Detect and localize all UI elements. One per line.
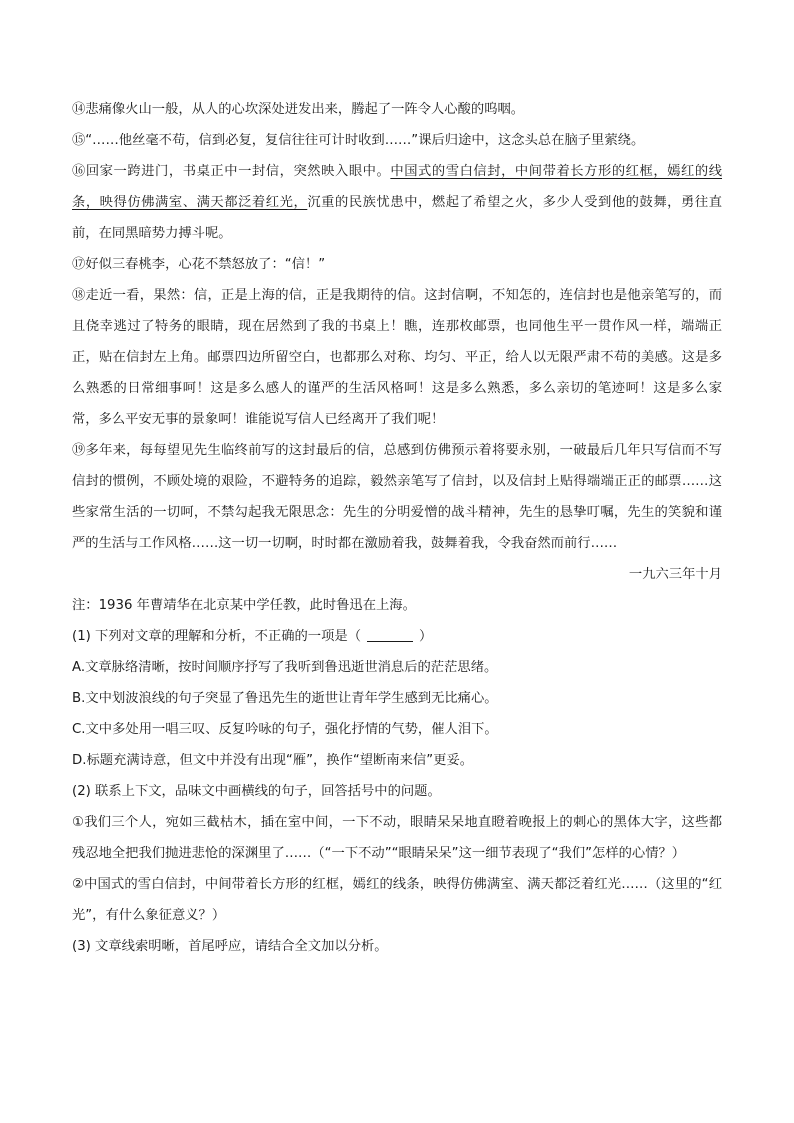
question-1-stem — [72, 621, 722, 652]
question-2-item-1: ①我们三个人，宛如三截枯木，插在室中间，一下不动，眼睛呆呆地直瞪着晚报上的刺心的黑体大字，这些都残忍地全把我们抛进悲怆的深渊里了……（“一下不动”“眼睛呆呆”这一细节表现了“我们”怎样的心情？） — [72, 815, 722, 861]
document-page — [72, 94, 722, 962]
question-2-item-2: ②中国式的雪白信封，中间带着长方形的红框，嫣红的线条，映得仿佛满室、满天都泛着红光……（这里的“红光”，有什么象征意义？） — [72, 877, 722, 923]
paragraph-17 — [72, 249, 722, 280]
footnote: 注：1936 年曹靖华在北京某中学任教，此时鲁迅在上海。 — [72, 598, 416, 613]
paragraph-text: 沉重的民族忧患中，燃起了希望之火，多少人受到他的鼓舞，勇往直前，在同黑暗势力搏斗呢。 — [72, 195, 723, 241]
paragraph-text: 悲痛像火山一般，从人的心坎深处迸发出来，腾起了一阵令人心酸的呜咽。 — [85, 102, 525, 117]
paragraph-number: ⑱ — [72, 288, 86, 303]
date-line: 一九六三年十月 — [628, 567, 722, 582]
paragraph-number: ⑮ — [72, 133, 86, 148]
paragraph-number: ⑰ — [72, 257, 86, 272]
paragraph-text: 回家一跨进门，书桌正中一封信，突然映入眼中。 — [85, 164, 391, 179]
underlined-sentence: 中国式的雪白信封，中间带着长方形的红框，嫣红的线条，映得仿佛满室、满天都泛着红光， — [72, 164, 723, 210]
paragraph-text: 好似三春桃李，心花不禁怒放了：“信！” — [85, 257, 326, 272]
paragraph-19 — [72, 435, 722, 559]
paragraph-15 — [72, 125, 722, 156]
paragraph-16 — [72, 156, 722, 249]
question-text: ） — [419, 629, 433, 644]
question-2-stem: (2) 联系上下文，品味文中画横线的句子，回答括号中的问题。 — [72, 784, 441, 799]
paragraph-text: 走近一看，果然：信，正是上海的信，正是我期待的信。这封信啊，不知怎的，连信封也是他亲笔写的，而且侥幸逃过了特务的眼睛，现在居然到了我的书桌上！瞧，连那枚邮票，也同他生平一贯作风一样，端端正正，贴在信封左上角。邮票四边所留空白，也都那么对称、均匀、平正，给人以无限严肃不苟的美感。这是多么熟悉的日常细事呵！这是多么感人的谨严的生活风格呵！这是多么熟悉，多么亲切的笔迹呵！这是多么家常，多么平安无事的景象呵！谁能说写信人已经离开了我们呢！ — [72, 288, 722, 427]
option-b: B.文中划波浪线的句子突显了鲁迅先生的逝世让青年学生感到无比痛心。 — [72, 691, 498, 706]
question-3-stem: (3) 文章线索明晰，首尾呼应，请结合全文加以分析。 — [72, 939, 388, 954]
paragraph-number: ⑯ — [72, 164, 86, 179]
paragraph-text: “……他丝毫不苟，信到必复，复信往往可计时收到……”课后归途中，这念头总在脑子里萦绕。 — [85, 133, 645, 148]
paragraph-text: 多年来，每每望见先生临终前写的这封最后的信，总感到仿佛预示着将要永别，一破最后几年只写信而不写信封的惯例，不顾处境的艰险，不避特务的追踪，毅然亲笔写了信封，以及信封上贴得端端正正的邮票……这些家常生活的一切呵，不禁勾起我无限思念：先生的分明爱憎的战斗精神，先生的恳挚叮嘱，先生的笑貌和谨严的生活与工作风格……这一切一切啊，时时都在激励着我，鼓舞着我，令我奋然而前行…… — [72, 443, 722, 551]
paragraph-14 — [72, 94, 722, 125]
paragraph-number: ⑲ — [72, 443, 86, 458]
question-text: (1) 下列对文章的理解和分析，不正确的一项是（ — [72, 629, 361, 644]
answer-blank[interactable] — [367, 627, 413, 642]
option-d: D.标题充满诗意，但文中并没有出现“雁”，换作“望断南来信”更妥。 — [72, 753, 474, 768]
option-a: A.文章脉络清晰，按时间顺序抒写了我听到鲁迅逝世消息后的茫茫思绪。 — [72, 660, 498, 675]
option-c: C.文中多处用一唱三叹、反复吟咏的句子，强化抒情的气势，催人泪下。 — [72, 722, 498, 737]
paragraph-number: ⑭ — [72, 102, 86, 117]
paragraph-18 — [72, 280, 722, 435]
